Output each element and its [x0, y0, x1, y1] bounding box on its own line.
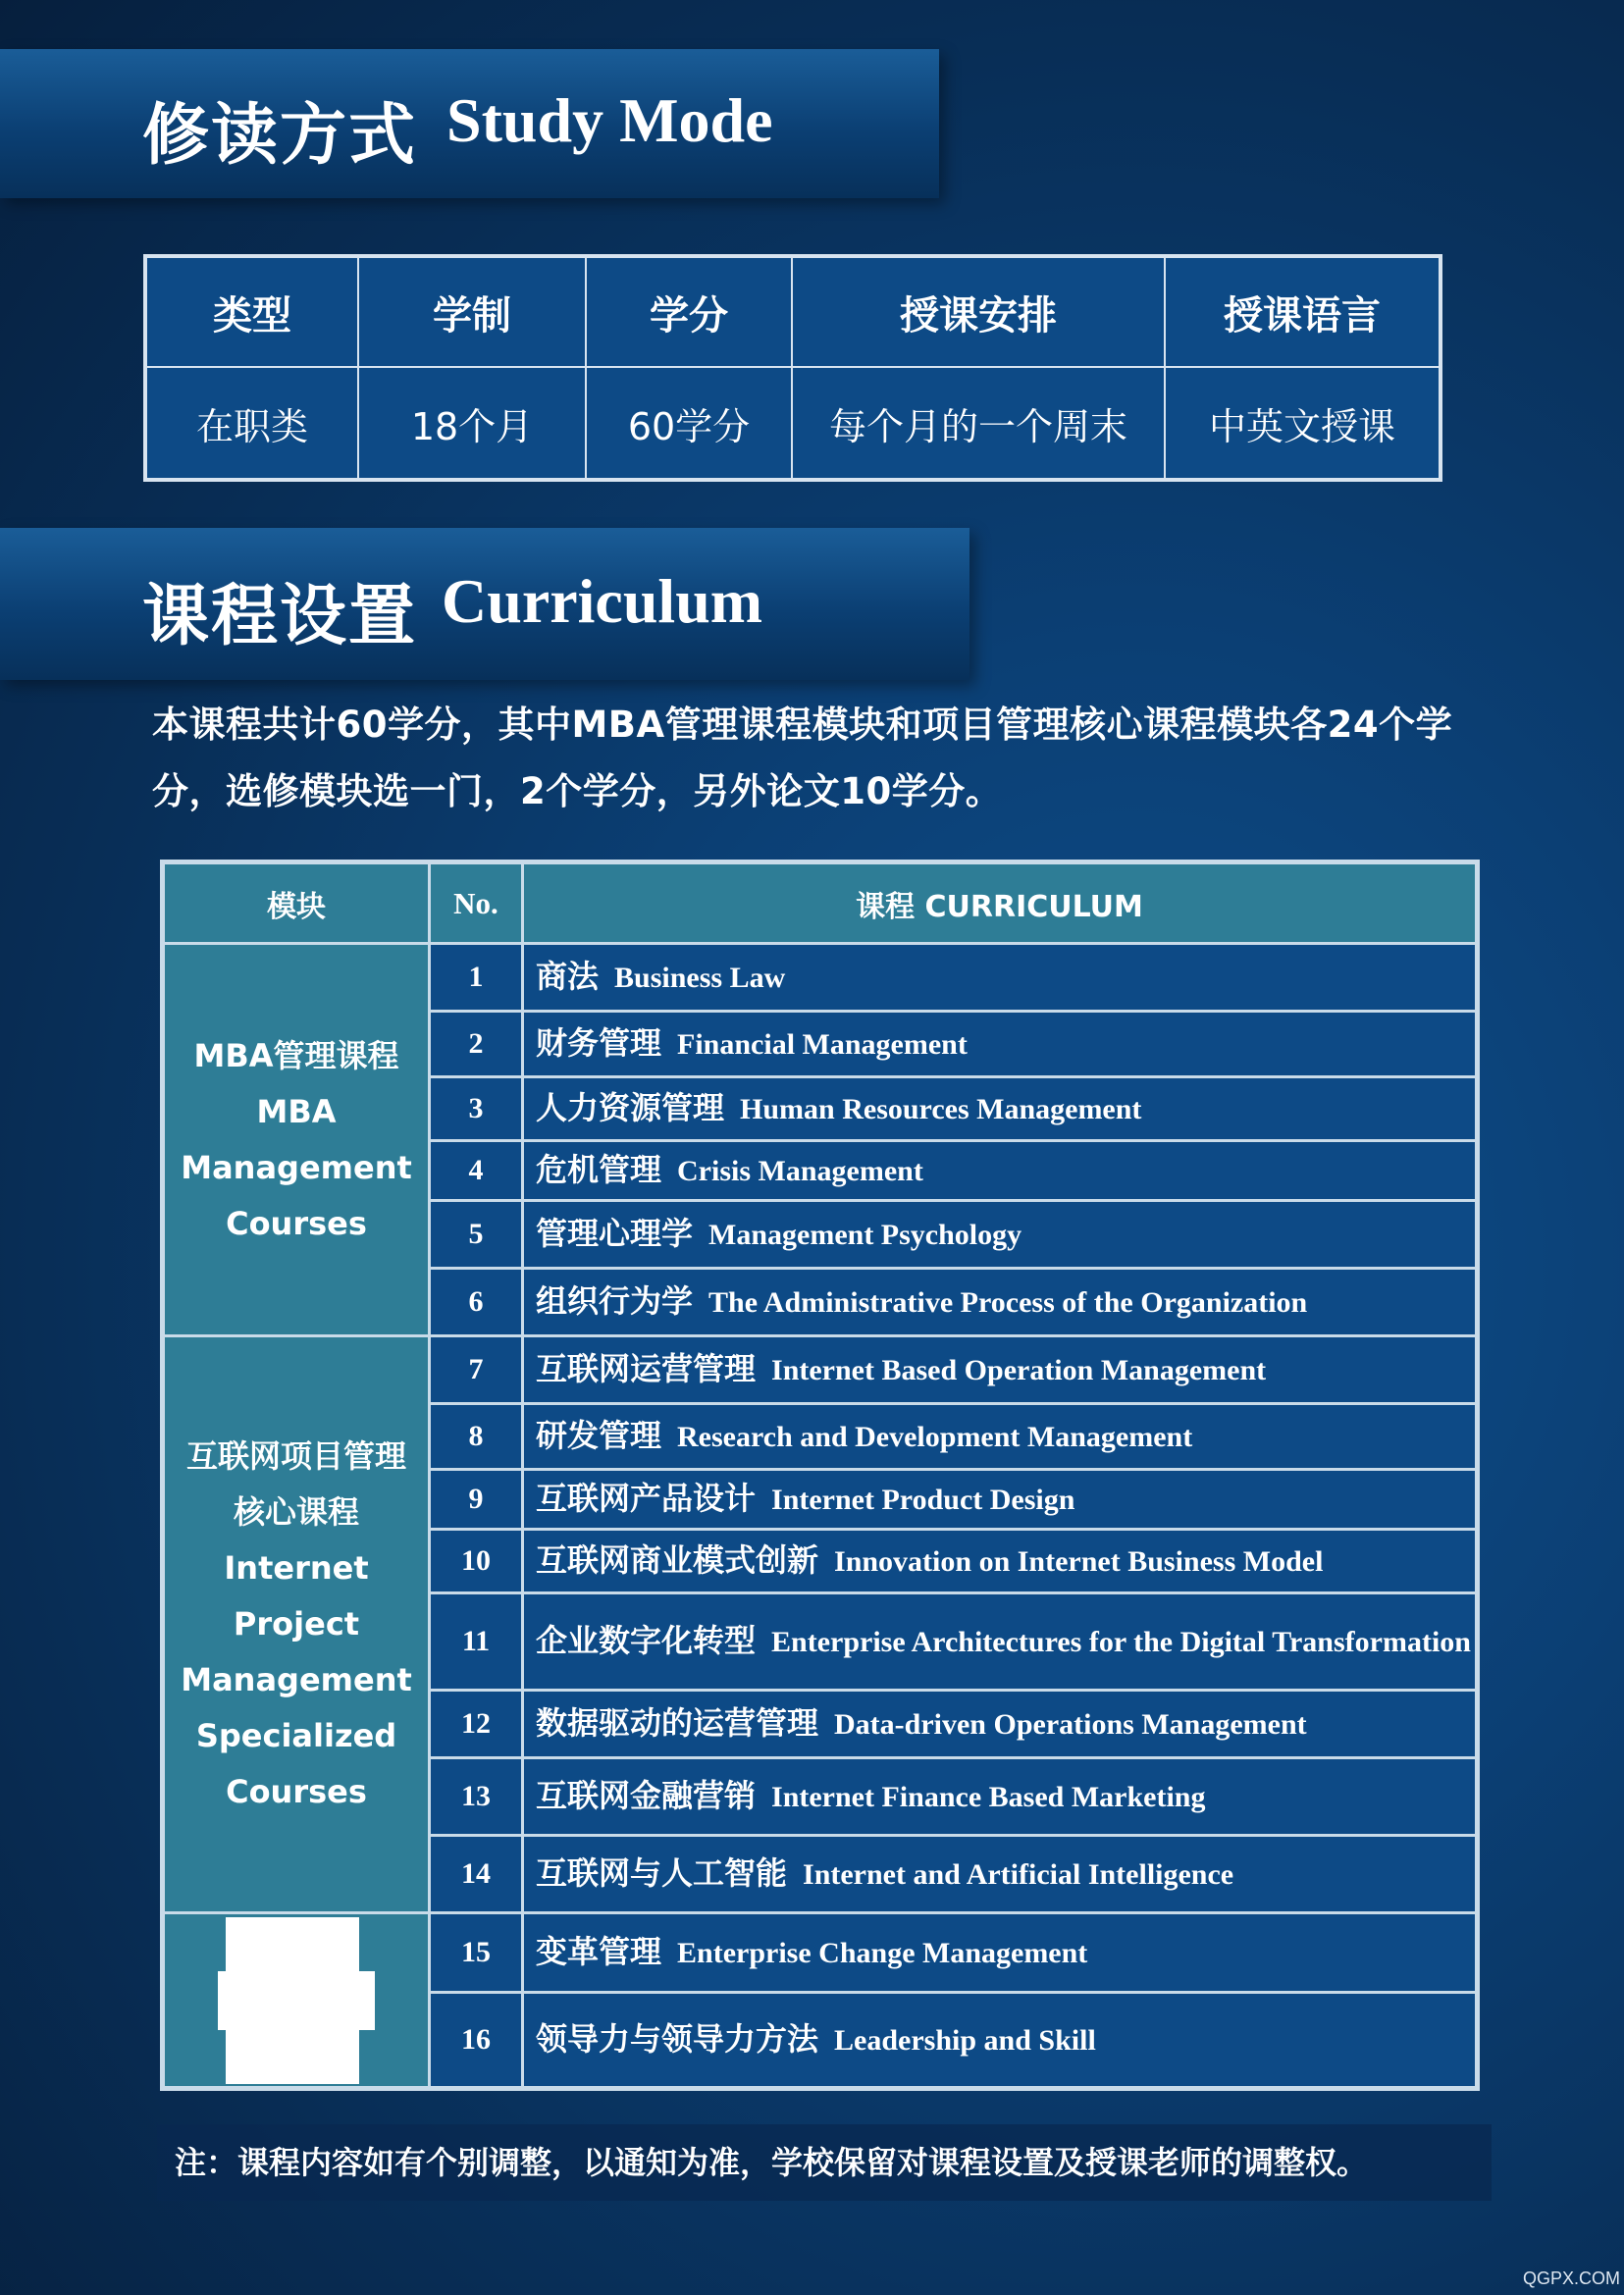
module-internet-line: 核心课程 — [233, 1493, 359, 1531]
course-name-zh: 互联网商业模式创新 — [536, 1541, 819, 1579]
header-no: No. — [431, 864, 521, 942]
curriculum-table — [160, 860, 1480, 2091]
table-row — [165, 1337, 1475, 1402]
module-mba-line: Courses — [226, 1204, 367, 1242]
course-name-zh: 领导力与领导力方法 — [536, 2020, 819, 2058]
course-number: 9 — [431, 1471, 521, 1528]
course-name-zh: 组织行为学 — [536, 1282, 694, 1320]
module-mba-line: MBA — [256, 1092, 337, 1130]
course-name-zh: 危机管理 — [536, 1151, 662, 1188]
course-name-zh: 企业数字化转型 — [536, 1622, 757, 1659]
course-name-zh: 互联网与人工智能 — [536, 1854, 788, 1892]
value-language: 中英文授课 — [1166, 368, 1439, 478]
header-module: 模块 — [165, 864, 428, 942]
course-name-en: Research and Development Management — [677, 1421, 1193, 1453]
intro-line-2: 分，选修模块选一门，2个学分，另外论文10学分。 — [152, 770, 1003, 812]
course-cell — [524, 1594, 1475, 1689]
course-cell — [524, 1914, 1475, 1991]
course-name-en: Internet Product Design — [771, 1484, 1075, 1516]
course-name-zh: 财务管理 — [536, 1024, 662, 1062]
course-name-zh: 管理心理学 — [536, 1215, 694, 1252]
course-cell — [524, 1142, 1475, 1199]
value-type: 在职类 — [147, 368, 357, 478]
course-name-en: Business Law — [614, 962, 786, 994]
module-internet-line: Internet — [224, 1549, 369, 1587]
module-mba-line: MBA管理课程 — [193, 1036, 399, 1074]
header-credits: 学分 — [587, 258, 791, 366]
course-name-en: Enterprise Architectures for the Digital Transformation — [771, 1626, 1471, 1658]
course-number: 15 — [431, 1914, 521, 1991]
course-name-zh: 互联网运营管理 — [536, 1350, 757, 1387]
curriculum-title-en: Curriculum — [442, 566, 763, 636]
course-number: 2 — [431, 1013, 521, 1075]
module-internet-line: Specialized — [195, 1717, 397, 1754]
course-cell — [524, 1837, 1475, 1911]
course-cell — [524, 1471, 1475, 1528]
intro-line-1: 本课程共计60学分，其中MBA管理课程模块和项目管理核心课程模块各24个学 — [152, 704, 1453, 746]
course-number: 1 — [431, 945, 521, 1010]
course-number: 7 — [431, 1337, 521, 1402]
course-name-zh: 互联网产品设计 — [536, 1480, 757, 1517]
curriculum-title-zh: 课程设置 — [142, 578, 418, 655]
course-cell — [524, 1759, 1475, 1834]
module-mba — [165, 945, 428, 1334]
table-row — [165, 945, 1475, 1010]
course-name-en: Leadership and Skill — [834, 2024, 1096, 2057]
study-mode-title-en: Study Mode — [446, 85, 773, 155]
course-name-zh: 互联网金融营销 — [536, 1777, 757, 1814]
course-name-zh: 研发管理 — [536, 1417, 662, 1454]
module-internet-line: Courses — [226, 1773, 367, 1810]
module-mba-line: Management — [181, 1148, 412, 1186]
study-mode-title-zh: 修读方式 — [142, 97, 418, 175]
redacted-block — [218, 1917, 375, 2084]
course-number: 5 — [431, 1202, 521, 1267]
course-number: 8 — [431, 1405, 521, 1468]
header-duration: 学制 — [359, 258, 585, 366]
table-row — [165, 1914, 1475, 1991]
header-language: 授课语言 — [1166, 258, 1439, 366]
value-duration: 18个月 — [359, 368, 585, 478]
curriculum-banner — [0, 528, 969, 680]
course-number: 10 — [431, 1531, 521, 1591]
course-cell — [524, 1013, 1475, 1075]
course-cell — [524, 1270, 1475, 1334]
course-cell — [524, 945, 1475, 1010]
course-name-en: Crisis Management — [677, 1155, 923, 1187]
value-schedule: 每个月的一个周末 — [793, 368, 1164, 478]
curriculum-intro — [152, 692, 1526, 825]
course-cell — [524, 1078, 1475, 1139]
study-mode-banner — [0, 49, 939, 198]
course-number: 13 — [431, 1759, 521, 1834]
course-name-en: Internet and Artificial Intelligence — [803, 1858, 1234, 1891]
header-type: 类型 — [147, 258, 357, 366]
course-name-en: Financial Management — [677, 1028, 968, 1061]
course-cell — [524, 1337, 1475, 1402]
course-cell — [524, 1994, 1475, 2086]
course-number: 4 — [431, 1142, 521, 1199]
module-internet-line: Project — [233, 1605, 360, 1643]
course-cell — [524, 1531, 1475, 1591]
course-number: 6 — [431, 1270, 521, 1334]
module-internet-line: Management — [181, 1661, 412, 1698]
course-name-zh: 人力资源管理 — [536, 1089, 725, 1126]
course-number: 11 — [431, 1594, 521, 1689]
course-cell — [524, 1405, 1475, 1468]
module-internet — [165, 1337, 428, 1911]
course-name-zh: 变革管理 — [536, 1933, 662, 1970]
course-name-zh: 商法 — [536, 958, 600, 995]
watermark: QGPX.COM — [1522, 2269, 1620, 2288]
course-number: 3 — [431, 1078, 521, 1139]
module-internet-line: 互联网项目管理 — [185, 1437, 406, 1475]
course-name-en: Enterprise Change Management — [677, 1937, 1088, 1969]
course-name-en: Innovation on Internet Business Model — [834, 1545, 1324, 1578]
course-cell — [524, 1692, 1475, 1756]
course-cell — [524, 1202, 1475, 1267]
header-course: 课程 CURRICULUM — [524, 864, 1475, 942]
module-elective — [165, 1914, 428, 2086]
header-schedule: 授课安排 — [793, 258, 1164, 366]
study-mode-header-row — [147, 258, 1439, 366]
study-mode-value-row — [147, 368, 1439, 478]
course-number: 14 — [431, 1837, 521, 1911]
value-credits: 60学分 — [587, 368, 791, 478]
course-name-en: Internet Finance Based Marketing — [771, 1781, 1206, 1813]
course-name-zh: 数据驱动的运营管理 — [536, 1704, 819, 1742]
course-name-en: Internet Based Operation Management — [771, 1354, 1267, 1386]
course-number: 16 — [431, 1994, 521, 2086]
course-number: 12 — [431, 1692, 521, 1756]
course-name-en: The Administrative Process of the Organization — [708, 1286, 1308, 1319]
study-mode-table — [143, 254, 1442, 482]
curriculum-note: 注：课程内容如有个别调整，以通知为准，学校保留对课程设置及授课老师的调整权。 — [157, 2124, 1492, 2201]
curriculum-header-row — [165, 864, 1475, 942]
course-name-en: Data-driven Operations Management — [834, 1708, 1307, 1741]
course-name-en: Management Psychology — [708, 1219, 1022, 1251]
course-name-en: Human Resources Management — [740, 1093, 1142, 1125]
